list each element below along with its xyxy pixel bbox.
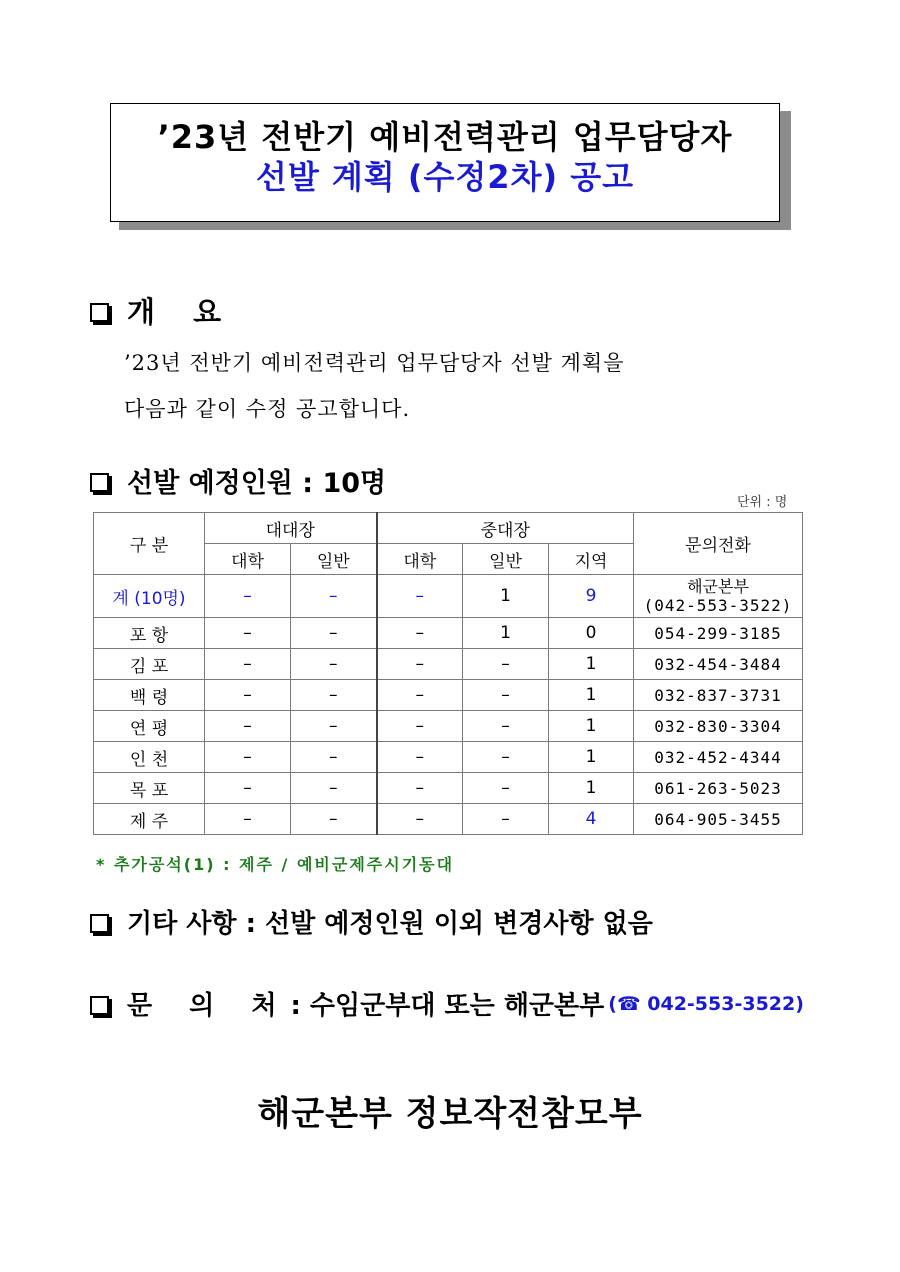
table-cell: 1 — [549, 773, 634, 804]
overview-body — [124, 340, 625, 432]
table-cell: 김 포 — [94, 649, 205, 680]
table-cell: 인 천 — [94, 742, 205, 773]
title-line-1: ’23년 전반기 예비전력관리 업무담당자 — [157, 118, 733, 156]
total-label: 계 (10명) — [94, 575, 205, 618]
overview-line-1: ’23년 전반기 예비전력관리 업무담당자 선발 계획을 — [124, 351, 625, 375]
overview-heading-label: 개 요 — [127, 295, 236, 329]
inquiry-label: 문 의 처 — [127, 991, 291, 1021]
table-cell: – — [377, 649, 463, 680]
title-line-2: 선발 계획 (수정2차) 공고 — [255, 158, 635, 196]
header-company-leader: 중대장 — [377, 513, 634, 544]
table-cell: – — [205, 742, 291, 773]
table-cell: 목 포 — [94, 773, 205, 804]
table-body — [94, 618, 803, 835]
table-cell: – — [463, 680, 549, 711]
table-cell: – — [205, 618, 291, 649]
header-battalion-leader: 대대장 — [205, 513, 377, 544]
title-box — [110, 103, 780, 222]
table-cell: – — [463, 742, 549, 773]
table-cell: – — [291, 773, 377, 804]
subheader-cell: 지역 — [549, 544, 634, 575]
table-cell: – — [291, 680, 377, 711]
table-cell: – — [463, 773, 549, 804]
table-cell: 1 — [549, 742, 634, 773]
table-cell: 제 주 — [94, 804, 205, 835]
table-cell: – — [463, 804, 549, 835]
table-cell: – — [377, 804, 463, 835]
header-contact: 문의전화 — [634, 513, 803, 575]
total-cell: – — [291, 575, 377, 618]
table-row — [94, 742, 803, 773]
table-cell: 1 — [549, 680, 634, 711]
table-row — [94, 773, 803, 804]
overview-line-2: 다음과 같이 수정 공고합니다. — [124, 397, 411, 421]
table-row — [94, 618, 803, 649]
total-cell: 9 — [549, 575, 634, 618]
total-contact — [634, 575, 803, 618]
inquiry-text: : 수임군부대 또는 해군본부 — [290, 991, 605, 1021]
table-cell: 0 — [549, 618, 634, 649]
table-cell: – — [205, 680, 291, 711]
table-row — [94, 680, 803, 711]
table-cell: 032-452-4344 — [634, 742, 803, 773]
table-cell: 061-263-5023 — [634, 773, 803, 804]
total-cell: 1 — [463, 575, 549, 618]
checkbox-square-icon — [90, 303, 109, 322]
table-cell: – — [205, 804, 291, 835]
table-cell: – — [205, 711, 291, 742]
inquiry-heading — [90, 985, 804, 1022]
total-contact-name: 해군본부 — [687, 577, 749, 596]
table-cell: – — [463, 711, 549, 742]
table-cell: – — [377, 742, 463, 773]
table-cell: 백 령 — [94, 680, 205, 711]
table-row — [94, 649, 803, 680]
table-cell: – — [377, 711, 463, 742]
subheader-cell: 일반 — [291, 544, 377, 575]
subheader-cell: 일반 — [463, 544, 549, 575]
table-cell: 054-299-3185 — [634, 618, 803, 649]
inquiry-phone: (☎ 042-553-3522) — [608, 992, 804, 1015]
total-cell: – — [377, 575, 463, 618]
other-heading — [90, 903, 653, 940]
table-cell: – — [291, 649, 377, 680]
table-cell: 1 — [549, 649, 634, 680]
subheader-cell: 대학 — [377, 544, 463, 575]
table-cell: – — [463, 649, 549, 680]
table-cell: – — [377, 680, 463, 711]
footer-organization: 해군본부 정보작전참모부 — [257, 1094, 643, 1134]
table-total-row — [94, 575, 803, 618]
table-cell: 032-830-3304 — [634, 711, 803, 742]
quota-table — [93, 512, 803, 835]
vacancy-note: * 추가공석(1) : 제주 / 예비군제주시기동대 — [96, 855, 455, 874]
table-cell: – — [291, 711, 377, 742]
table-cell: – — [291, 804, 377, 835]
table-cell: 064-905-3455 — [634, 804, 803, 835]
table-cell: – — [377, 618, 463, 649]
selection-heading-label: 선발 예정인원 : 10명 — [127, 468, 387, 499]
checkbox-square-icon — [90, 473, 109, 492]
table-cell: 1 — [549, 711, 634, 742]
subheader-cell: 대학 — [205, 544, 291, 575]
table-cell: 포 항 — [94, 618, 205, 649]
table-cell: – — [291, 618, 377, 649]
total-contact-phone: (042-553-3522) — [643, 596, 793, 615]
table-cell: 연 평 — [94, 711, 205, 742]
unit-label: 단위 : 명 — [737, 495, 788, 510]
table-cell: – — [205, 649, 291, 680]
selection-heading — [90, 461, 386, 500]
table-row — [94, 804, 803, 835]
other-heading-label: 기타 사항 : 선발 예정인원 이외 변경사항 없음 — [127, 909, 653, 939]
table-cell: 032-454-3484 — [634, 649, 803, 680]
table-cell: – — [377, 773, 463, 804]
table-cell: 032-837-3731 — [634, 680, 803, 711]
overview-heading — [90, 290, 235, 331]
checkbox-square-icon — [90, 914, 109, 933]
table-header-row — [94, 513, 803, 544]
table-cell: – — [291, 742, 377, 773]
table-cell: 4 — [549, 804, 634, 835]
table-cell: – — [205, 773, 291, 804]
checkbox-square-icon — [90, 996, 109, 1015]
total-cell: – — [205, 575, 291, 618]
table-row — [94, 711, 803, 742]
header-category: 구 분 — [94, 513, 205, 575]
table-cell: 1 — [463, 618, 549, 649]
